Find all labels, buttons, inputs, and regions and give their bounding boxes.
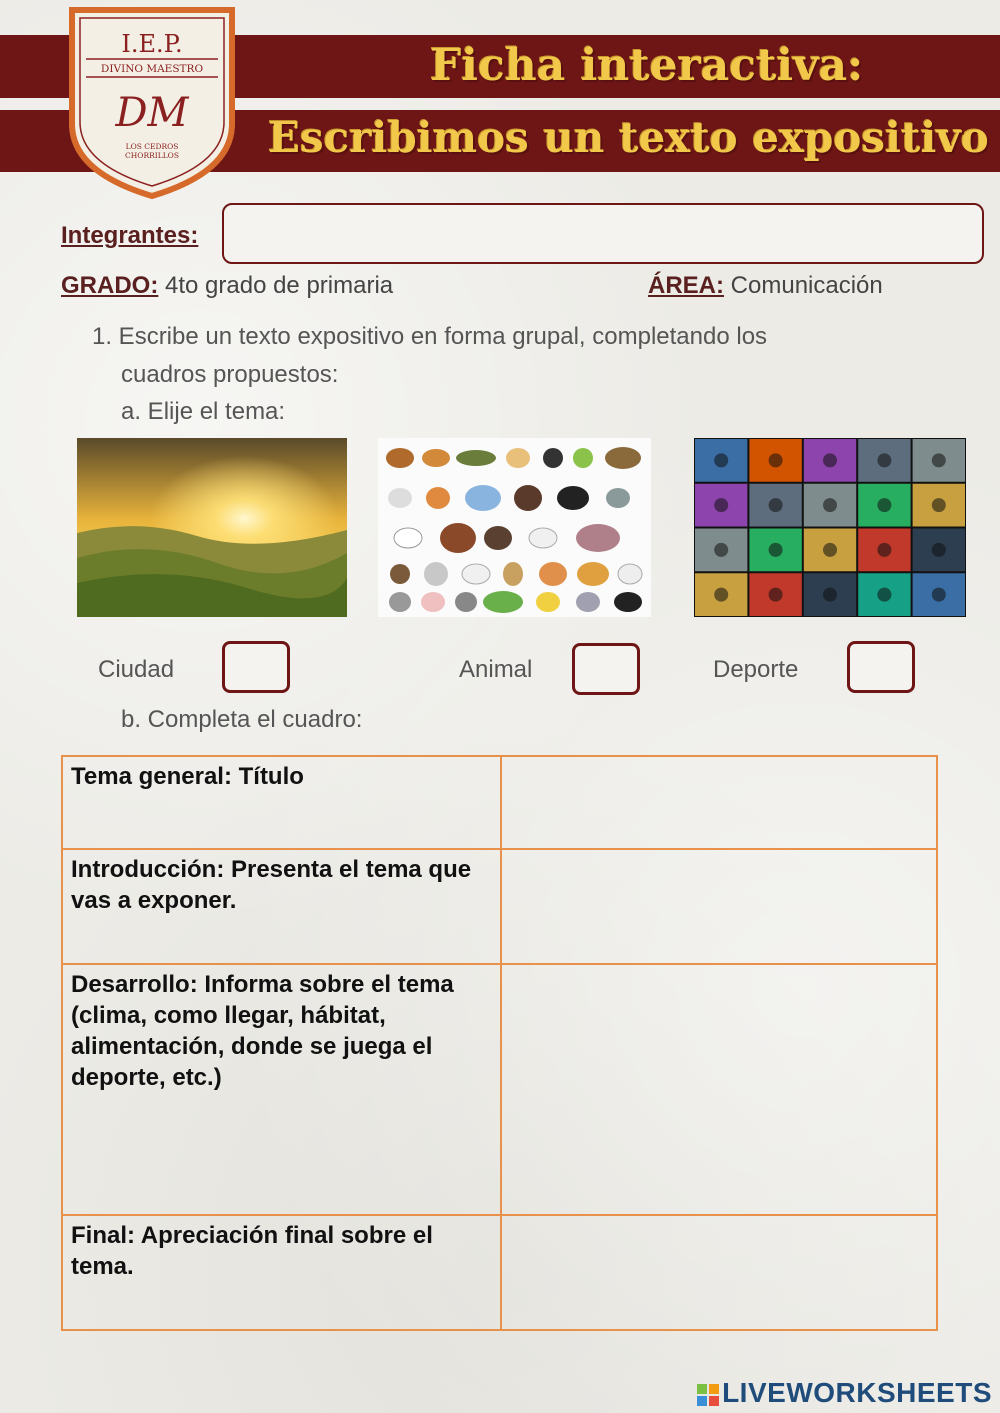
option-ciudad-label: Ciudad: [98, 656, 175, 683]
liveworksheets-logo-icon: [697, 1384, 719, 1406]
instruction-1-line-1: 1. Escribe un texto expositivo en forma grupal, completando los: [92, 323, 768, 350]
area-label: ÁREA:: [648, 272, 724, 299]
table-row: [62, 964, 937, 1215]
instruction-b: b. Completa el cuadro:: [121, 706, 363, 733]
table-prompt-final: Final: Apreciación final sobre el tema.: [62, 1215, 501, 1330]
table-prompt-development: Desarrollo: Informa sobre el tema (clima, como llegar, hábitat, alimentación, donde se juega el deporte, etc.): [62, 964, 501, 1215]
grado-field: [61, 272, 393, 300]
grado-value: 4to grado de primaria: [165, 272, 394, 299]
option-deporte-checkbox[interactable]: [847, 641, 915, 693]
svg-text:LOS CEDROS: LOS CEDROS: [125, 142, 179, 151]
svg-text:CHORRILLOS: CHORRILLOS: [125, 151, 179, 160]
table-row: [62, 849, 937, 964]
svg-text:I.E.P.: I.E.P.: [121, 30, 183, 58]
svg-text:DM: DM: [115, 90, 189, 136]
table-answer-introduction[interactable]: [501, 849, 937, 964]
option-animal-checkbox[interactable]: [572, 643, 640, 695]
option-animal-label: Animal: [459, 656, 533, 683]
animals-image: [378, 438, 651, 617]
table-answer-development[interactable]: [501, 964, 937, 1215]
expository-text-table: [61, 755, 938, 1331]
sports-image: [694, 438, 966, 617]
worksheet-subtitle: Escribimos un texto expositivo: [268, 113, 989, 162]
table-row: [62, 756, 937, 849]
table-prompt-introduction: Introducción: Presenta el tema que vas a exponer.: [62, 849, 501, 964]
instruction-1-line-2: cuadros propuestos:: [121, 361, 339, 388]
table-answer-title[interactable]: [501, 756, 937, 849]
table-answer-final[interactable]: [501, 1215, 937, 1330]
liveworksheets-brand: LIVEWORKSHEETS: [722, 1377, 992, 1408]
option-ciudad-checkbox[interactable]: [222, 641, 290, 693]
table-row: [62, 1215, 937, 1330]
area-field: [648, 272, 883, 300]
integrantes-label: Integrantes:: [61, 222, 199, 249]
grado-label: GRADO:: [61, 272, 159, 299]
option-deporte-label: Deporte: [713, 656, 799, 683]
instruction-a: a. Elije el tema:: [121, 398, 286, 425]
table-prompt-title: Tema general: Título: [62, 756, 501, 849]
worksheet-title: Ficha interactiva:: [430, 40, 864, 91]
area-value: Comunicación: [730, 272, 883, 299]
landscape-image: [77, 438, 347, 617]
svg-text:DIVINO MAESTRO: DIVINO MAESTRO: [100, 63, 204, 75]
school-crest-logo: [66, 4, 238, 200]
integrantes-input[interactable]: [222, 203, 984, 264]
